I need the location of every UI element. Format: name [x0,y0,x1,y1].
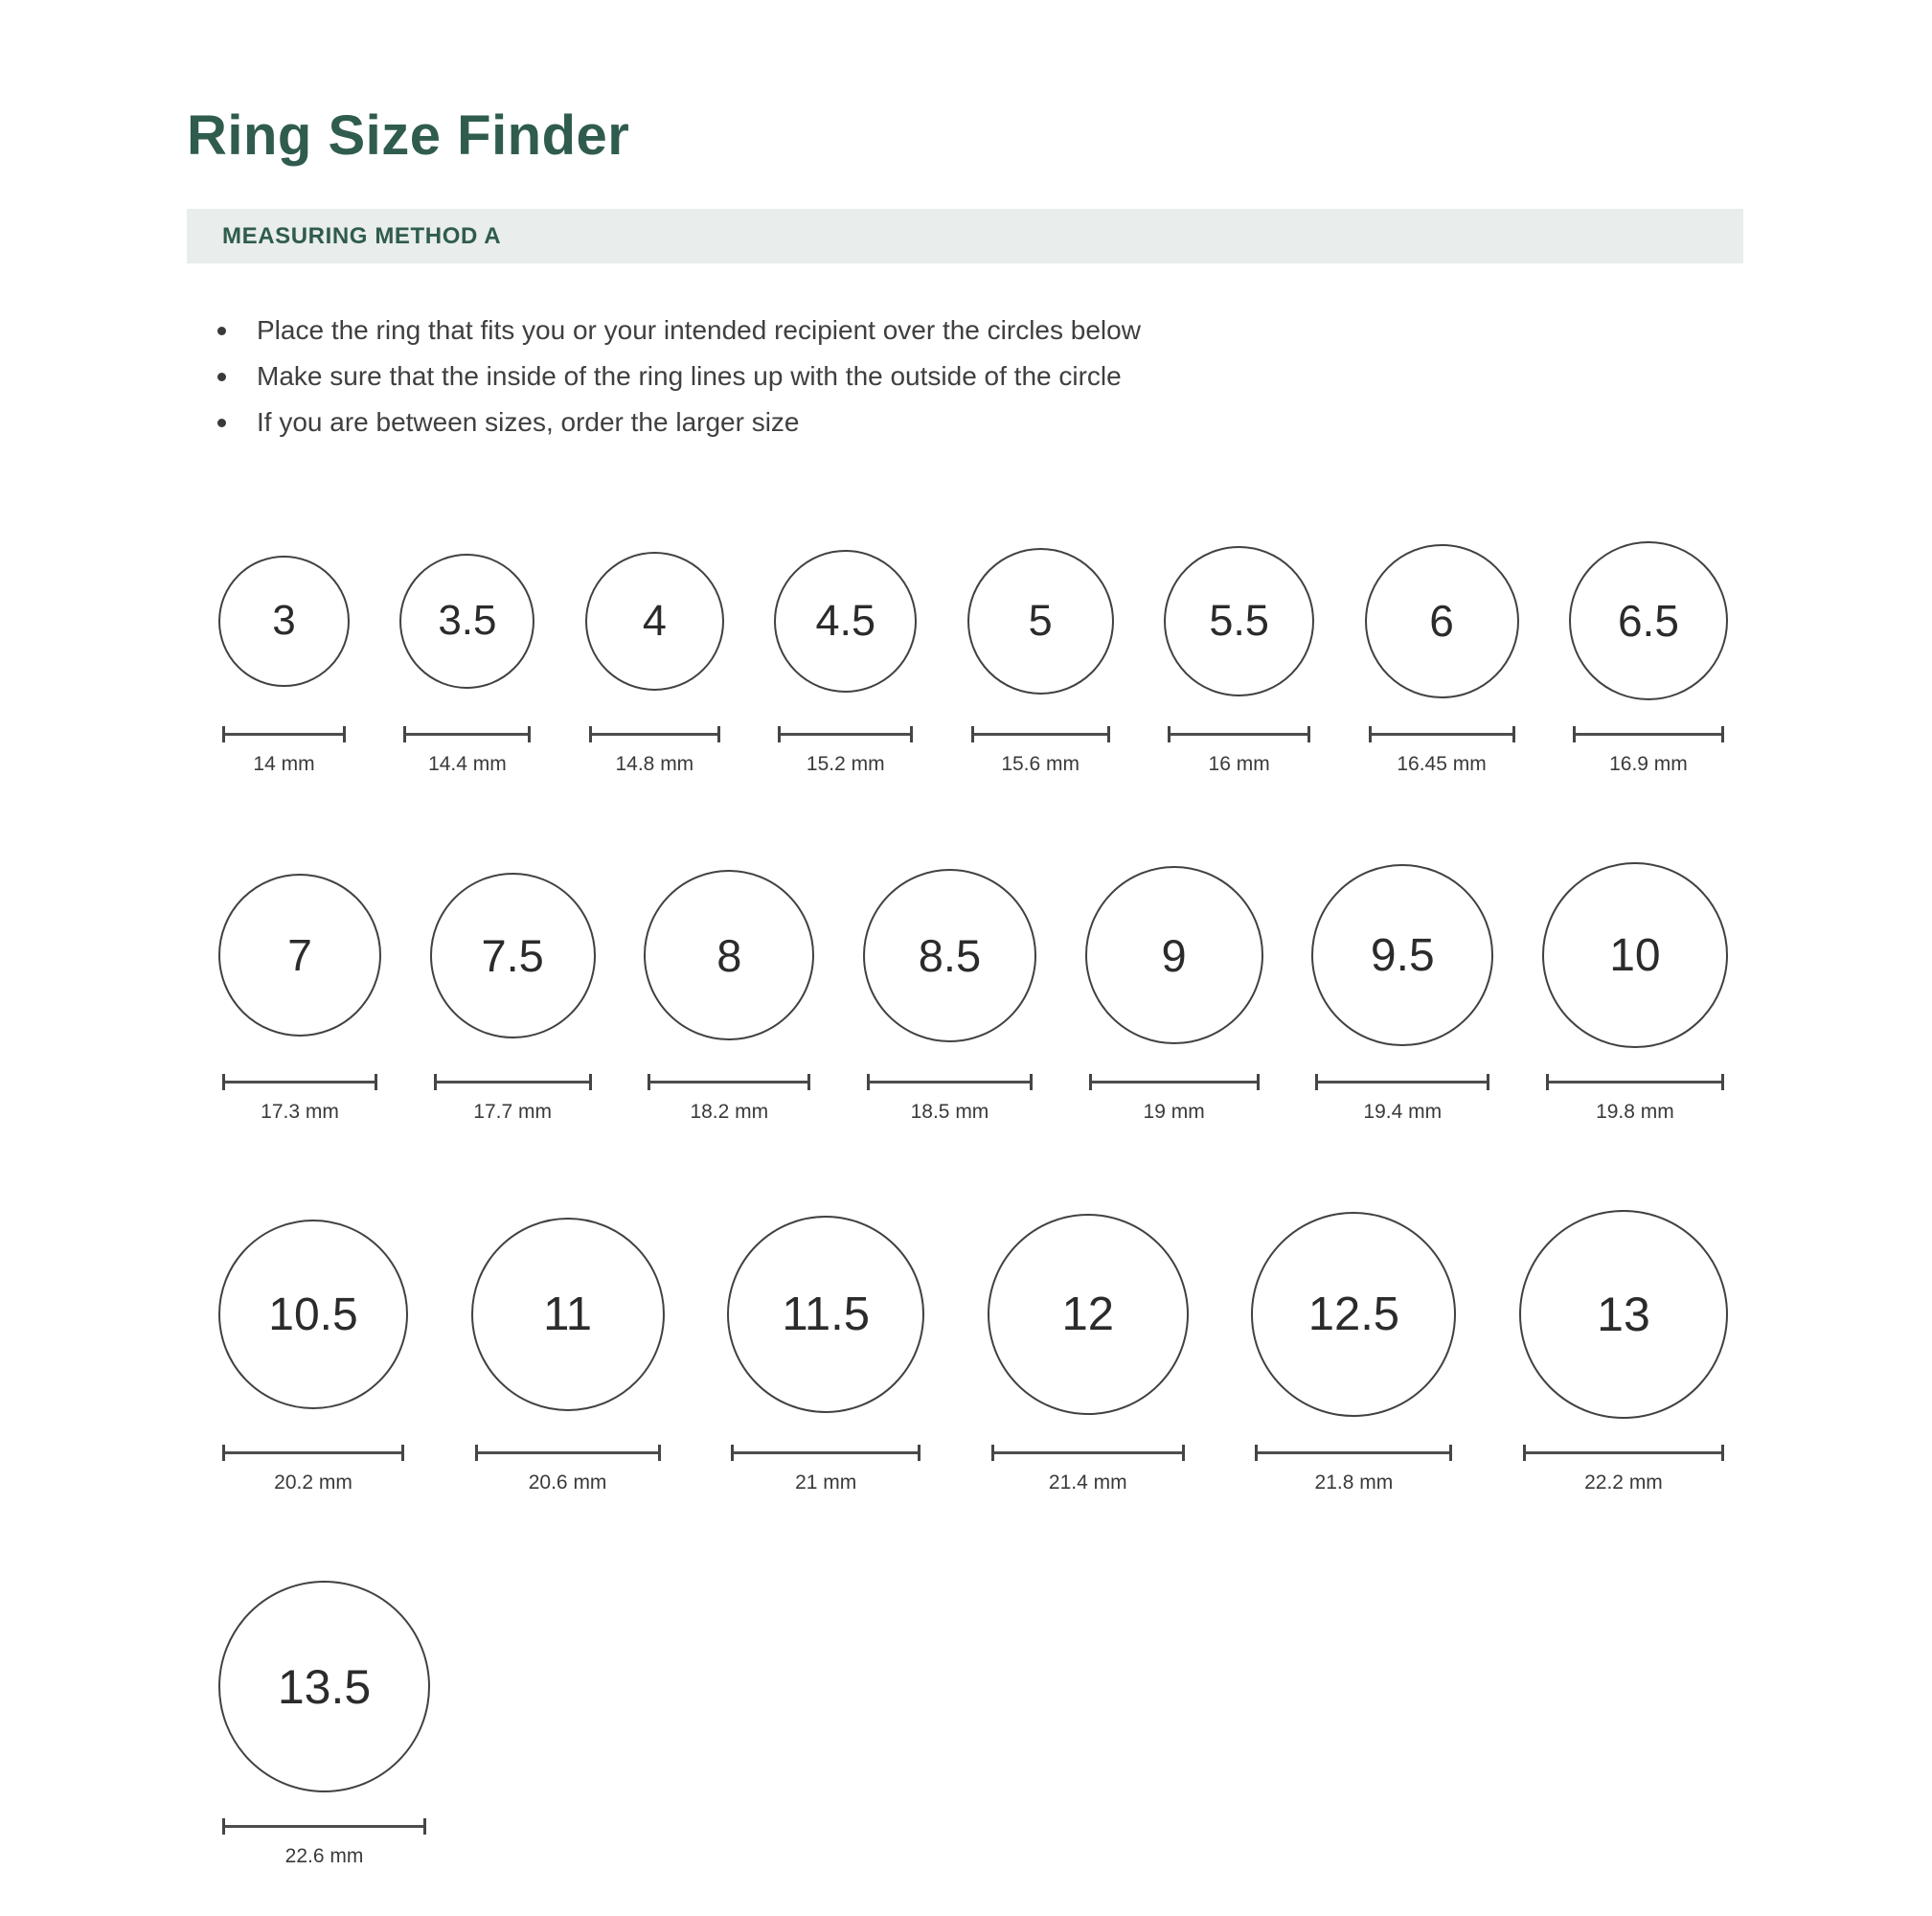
diameter-ruler [1369,726,1515,742]
ring-size-cell-12 [988,1210,1189,1494]
diameter-label: 17.7 mm [473,1101,552,1123]
ring-size-cell-13 [1519,1210,1728,1494]
instruction-item: Place the ring that fits you or your intended recipient over the circles below [214,308,1932,354]
ring-circle-area [471,1210,665,1419]
diameter-ruler [222,726,346,742]
diameter-label: 19 mm [1143,1101,1205,1123]
diameter-ruler [971,726,1110,742]
ring-size-cell-13.5 [218,1581,430,1868]
ring-size-cell-7.5 [430,862,596,1124]
diameter-ruler [475,1445,661,1461]
ring-size-cell-5.5 [1164,541,1314,776]
ring-circle-area [218,1210,408,1419]
instructions-list [187,308,1932,445]
instruction-item: Make sure that the inside of the ring lines up with the outside of the circle [214,354,1932,399]
diameter-ruler [991,1445,1185,1461]
ring-circle: 7 [218,874,381,1037]
diameter-label: 20.6 mm [528,1471,607,1494]
ring-circle: 10.5 [218,1220,408,1409]
ring-size-cell-6 [1365,541,1519,776]
ring-circle-area [399,541,534,700]
diameter-ruler [1546,1074,1724,1090]
ring-circle: 8 [644,870,814,1040]
diameter-label: 14 mm [253,753,315,775]
ring-size-cell-11 [471,1210,665,1494]
ring-size-cell-4.5 [774,541,917,776]
ring-size-cell-11.5 [727,1210,924,1494]
diameter-ruler [1255,1445,1452,1461]
ring-circle-area [1569,541,1728,700]
diameter-label: 22.6 mm [284,1845,364,1867]
ring-circle: 8.5 [863,869,1036,1042]
ring-circle: 6.5 [1569,541,1728,700]
ring-circle-area [1164,541,1314,700]
measuring-method-banner [187,209,1743,263]
ring-size-cell-10 [1542,862,1728,1124]
diameter-label: 14.8 mm [615,753,694,775]
ring-circle: 11 [471,1218,665,1411]
diameter-label: 18.2 mm [690,1101,769,1123]
diameter-label: 18.5 mm [910,1101,989,1123]
ring-circle-area [988,1210,1189,1419]
diameter-ruler [222,1818,426,1835]
ring-circle-area [863,862,1036,1048]
ring-size-cell-9 [1085,862,1263,1124]
ring-size-cell-3.5 [399,541,534,776]
ring-circle-area [1519,1210,1728,1419]
diameter-label: 16.45 mm [1397,753,1487,775]
ring-circle-area [967,541,1114,700]
diameter-ruler [731,1445,921,1461]
ring-size-row [218,1210,1728,1494]
ring-size-cell-9.5 [1311,862,1493,1124]
ring-circle-area [644,862,814,1048]
diameter-ruler [222,1074,377,1090]
ring-circle: 13.5 [218,1581,430,1792]
diameter-label: 17.3 mm [261,1101,339,1123]
ring-circle: 4 [585,552,724,691]
ring-circle: 4.5 [774,550,917,693]
diameter-ruler [778,726,913,742]
diameter-ruler [867,1074,1033,1090]
ring-size-row [218,541,1728,776]
diameter-ruler [648,1074,810,1090]
diameter-label: 21.8 mm [1314,1471,1394,1494]
diameter-ruler [1523,1445,1724,1461]
diameter-label: 22.2 mm [1584,1471,1663,1494]
diameter-ruler [222,1445,404,1461]
diameter-label: 20.2 mm [274,1471,352,1494]
ring-circle: 12.5 [1251,1212,1456,1417]
ring-circle-area [1311,862,1493,1048]
diameter-label: 19.8 mm [1596,1101,1674,1123]
diameter-ruler [434,1074,592,1090]
diameter-label: 21 mm [795,1471,857,1494]
diameter-ruler [403,726,531,742]
ring-circle: 10 [1542,862,1728,1048]
diameter-label: 16 mm [1208,753,1270,775]
ring-size-row [218,1581,1728,1868]
page-title: Ring Size Finder [187,104,630,167]
ring-circle: 3 [218,556,350,687]
ring-circle: 5.5 [1164,546,1314,696]
measuring-method-label: MEASURING METHOD A [222,222,502,249]
ring-size-cell-4 [585,541,724,776]
diameter-label: 19.4 mm [1363,1101,1443,1123]
ring-circle-area [430,862,596,1048]
diameter-label: 21.4 mm [1048,1471,1127,1494]
diameter-ruler [1573,726,1724,742]
ring-size-cell-6.5 [1569,541,1728,776]
ring-circle: 9 [1085,866,1263,1044]
ring-size-cell-8.5 [863,862,1036,1124]
ring-circle: 3.5 [399,554,534,689]
ring-circle-area [218,862,381,1048]
ring-size-cell-7 [218,862,381,1124]
ring-circle: 11.5 [727,1216,924,1413]
diameter-label: 15.2 mm [806,753,885,775]
ring-circle-area [774,541,917,700]
ring-size-cell-12.5 [1251,1210,1456,1494]
diameter-ruler [1315,1074,1489,1090]
ring-size-cell-3 [218,541,350,776]
ring-circle-area [585,541,724,700]
ring-size-row [218,862,1728,1124]
ring-size-cell-10.5 [218,1210,408,1494]
ring-size-cell-8 [644,862,814,1124]
diameter-ruler [1089,1074,1260,1090]
ring-circle-area [218,541,350,700]
ring-circle: 7.5 [430,873,596,1038]
ring-circle-area [1542,862,1728,1048]
diameter-label: 14.4 mm [428,753,507,775]
diameter-label: 15.6 mm [1001,753,1080,775]
ring-circle: 13 [1519,1210,1728,1419]
ring-circle-area [1251,1210,1456,1419]
ring-circle-area [218,1581,430,1792]
diameter-ruler [589,726,720,742]
ring-circle: 9.5 [1311,864,1493,1046]
diameter-label: 16.9 mm [1609,753,1688,775]
diameter-ruler [1168,726,1310,742]
instruction-item: If you are between sizes, order the larger size [214,399,1932,445]
ring-size-cell-5 [967,541,1114,776]
ring-circle: 12 [988,1214,1189,1415]
ring-circle: 5 [967,548,1114,695]
ring-circle-area [1365,541,1519,700]
ring-circle-area [1085,862,1263,1048]
ring-circle-area [727,1210,924,1419]
ring-circle: 6 [1365,544,1519,698]
ring-size-chart [187,541,1932,1868]
